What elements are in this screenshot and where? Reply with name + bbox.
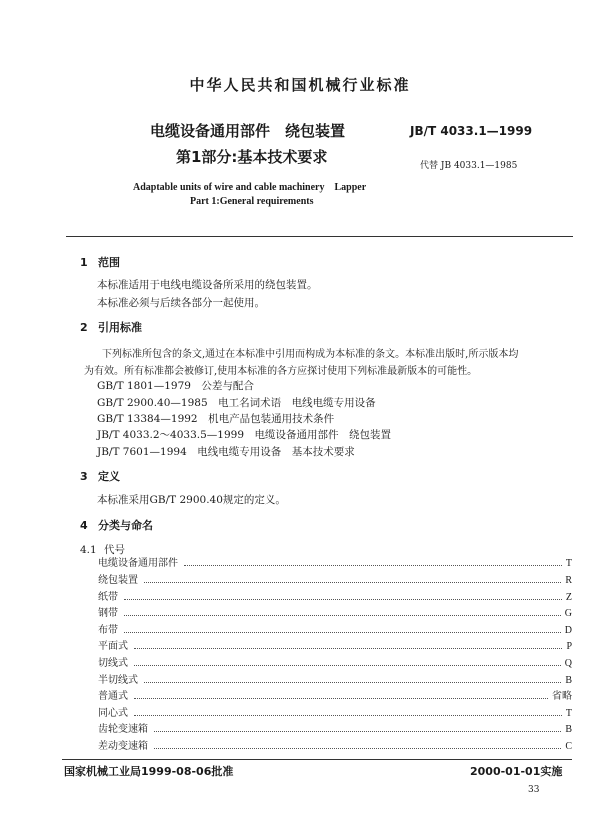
code-row [98,672,572,686]
code-row [98,555,572,569]
section-title: 分类与命名 [98,519,153,532]
code-term: 齿轮变速箱 [98,724,148,735]
dot-leader [154,731,561,732]
code-value: B [565,724,572,735]
subsection-title: 代号 [104,544,125,556]
section-title: 定义 [98,470,120,483]
code-value: B [565,675,572,686]
code-row [98,605,572,619]
code-term: 普通式 [98,691,128,702]
english-title-line1: Adaptable units of wire and cable machinery Lapper [133,182,367,193]
code-row [98,589,572,603]
document-title-line1: 电缆设备通用部件 绕包装置 [150,122,346,140]
standard-number: JB/T 4033.1—1999 [410,124,533,138]
section-number: 1 [80,256,88,269]
section-number: 4 [80,519,88,532]
code-row [98,572,572,586]
dot-leader [124,632,561,633]
code-value: R [565,575,572,586]
code-row [98,721,572,735]
section-1-heading [80,254,120,270]
code-term: 平面式 [98,641,128,652]
code-row [98,688,572,702]
section-number: 3 [80,470,88,483]
reference-item: JB/T 7601—1994 电线电缆专用设备 基本技术要求 [97,446,355,458]
code-value: C [565,741,572,752]
reference-item: JB/T 4033.2～4033.5—1999 电缆设备通用部件 绕包装置 [97,429,392,441]
reference-item: GB/T 2900.40—1985 电工名词术语 电线电缆专用设备 [97,397,376,409]
section-1-paragraph-2: 本标准必须与后续各部分一起使用。 [97,297,265,309]
code-value: T [565,708,572,719]
dot-leader [144,582,561,583]
dot-leader [134,715,562,716]
dot-leader [134,698,548,699]
english-title-line2: Part 1:General requirements [190,196,314,207]
code-term: 切线式 [98,658,128,669]
dot-leader [124,615,561,616]
dot-leader [134,665,561,666]
reference-item: GB/T 1801—1979 公差与配合 [97,380,254,392]
code-value: 省略 [552,691,572,702]
code-term: 绕包装置 [98,575,138,586]
section-3-heading [80,468,120,484]
code-value: T [565,558,572,569]
subsection-number: 4.1 [80,544,97,556]
dot-leader [154,748,561,749]
dot-leader [184,565,562,566]
approval-note: 国家机械工业局1999-08-06批准 [64,765,234,778]
code-term: 布带 [98,625,118,636]
organization-title: 中华人民共和国机械行业标准 [189,76,411,94]
code-term: 钢带 [98,608,118,619]
code-value: G [564,608,572,619]
header-divider [66,236,573,237]
page-number: 33 [528,785,540,795]
code-term: 纸带 [98,592,118,603]
document-title-line2: 第1部分:基本技术要求 [176,148,328,166]
effective-date: 2000-01-01实施 [470,765,563,778]
code-value: D [564,625,572,636]
code-row [98,638,572,652]
section-2-intro-line2: 为有效。所有标准都会被修订,使用本标准的各方应探讨使用下列标准最新版本的可能性。 [84,366,478,377]
code-row [98,705,572,719]
code-term: 差动变速箱 [98,741,148,752]
dot-leader [134,648,562,649]
replaces-note: 代替 JB 4033.1—1985 [420,161,518,171]
section-4-heading [80,517,153,533]
section-title: 引用标准 [98,321,142,334]
section-2-heading [80,319,142,335]
section-1-paragraph-1: 本标准适用于电线电缆设备所采用的绕包装置。 [97,279,318,291]
section-2-intro-line1: 下列标准所包含的条文,通过在本标准中引用而构成为本标准的条文。本标准出版时,所示版本均 [102,349,519,360]
dot-leader [124,599,562,600]
dot-leader [144,682,561,683]
footer-divider [62,759,572,760]
code-row [98,655,572,669]
reference-item: GB/T 13384—1992 机电产品包装通用技术条件 [97,413,335,425]
code-term: 电缆设备通用部件 [98,558,178,569]
code-term: 同心式 [98,708,128,719]
code-row [98,738,572,752]
section-title: 范围 [98,256,120,269]
section-number: 2 [80,321,88,334]
section-3-paragraph: 本标准采用GB/T 2900.40规定的定义。 [97,494,286,506]
code-value: P [566,641,572,652]
code-term: 半切线式 [98,675,138,686]
code-row [98,622,572,636]
code-value: Z [565,592,572,603]
code-value: Q [564,658,572,669]
